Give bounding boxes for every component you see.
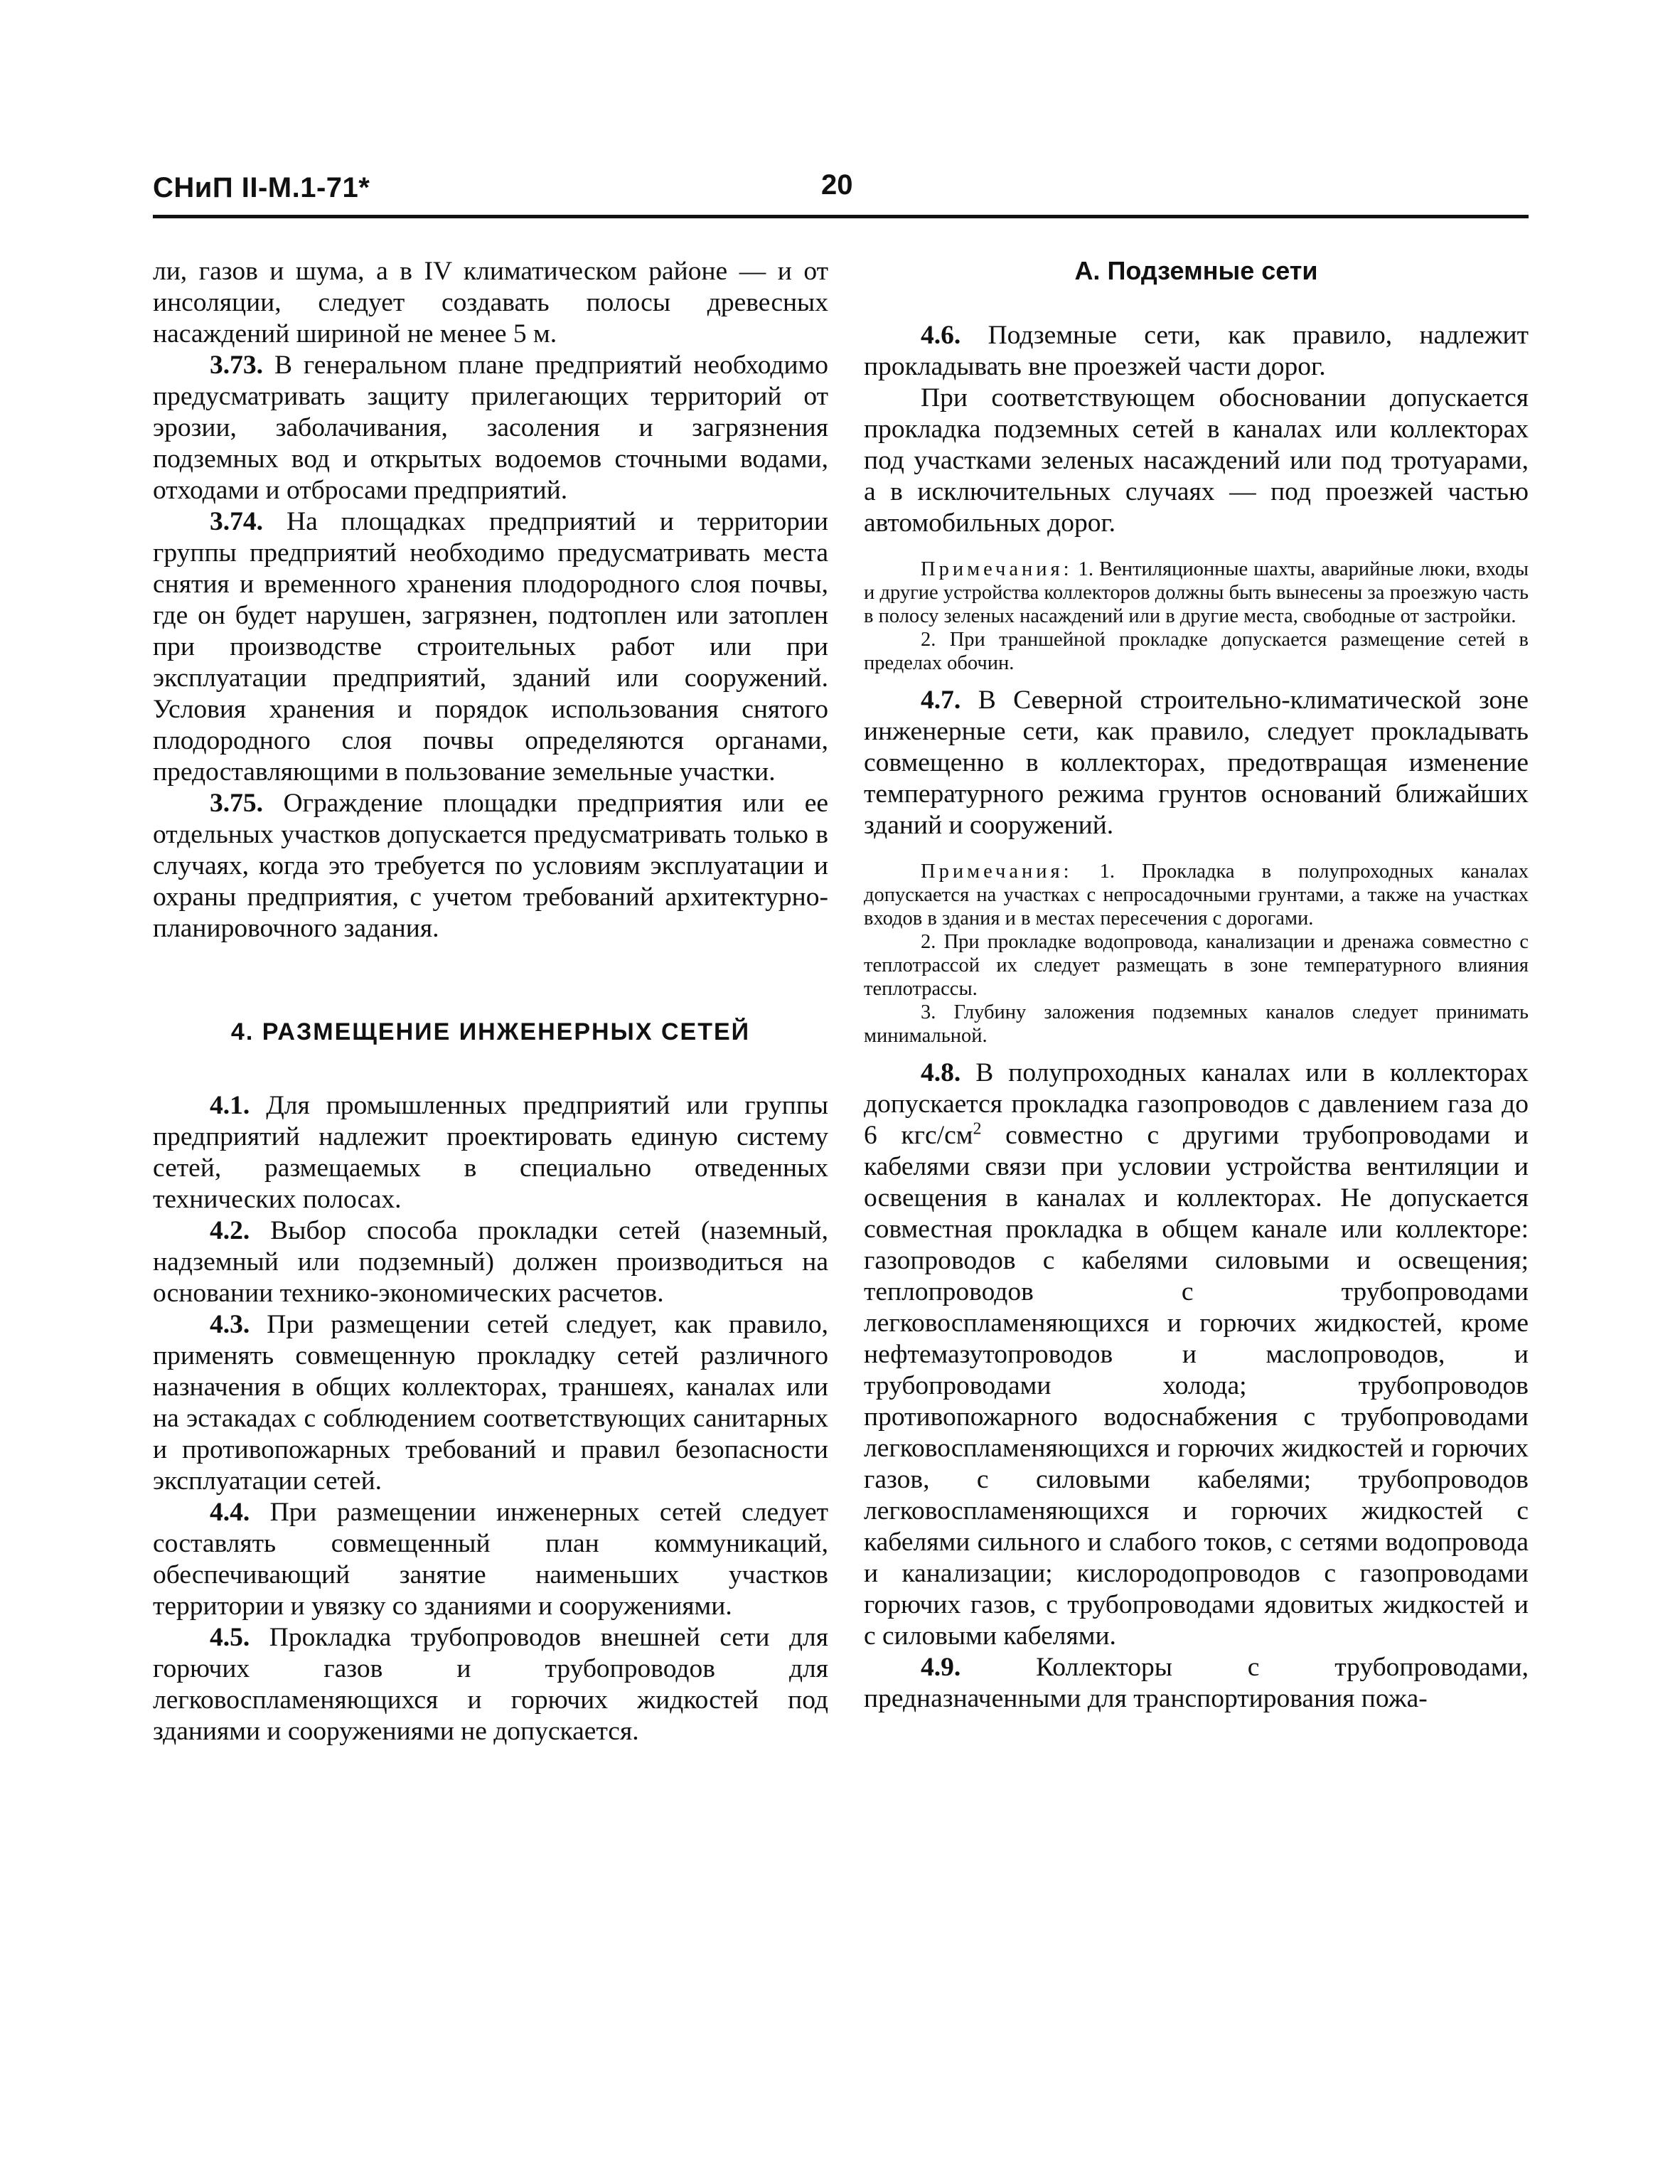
clause-text: Подземные сети, как правило, надлежит прокладывать вне проезжей части дорог. xyxy=(864,321,1529,381)
document-code: СНиП II-М.1-71* xyxy=(153,172,370,203)
note-text: 1. Прокладка в полупроходных каналах допускается на участках с непросадочными грунтами, а также на участках входов в здания и в местах пересечения с дорогами. xyxy=(864,861,1529,929)
clause-number: 4.9. xyxy=(921,1653,961,1682)
notes-label: Примечания: xyxy=(921,861,1073,883)
clause-text: Для промышленных предприятий или группы предприятий надлежит проектировать единую систему сетей, размещаемых в специально отведенных технических полосах. xyxy=(153,1091,828,1214)
page-number: 20 xyxy=(821,169,853,201)
paragraph-3-74 xyxy=(153,506,828,788)
paragraph-4-6 xyxy=(864,320,1529,383)
superscript: 2 xyxy=(973,1119,982,1139)
note-1-1 xyxy=(864,558,1529,628)
clause-text: Коллекторы с трубопроводами, предназначенными для транспортирования пожа- xyxy=(864,1653,1529,1713)
clause-number: 4.1. xyxy=(210,1091,250,1120)
left-column xyxy=(153,256,828,1747)
clause-text: Прокладка трубопроводов внешней сети для горючих газов и трубопроводов для легковоспламеняющихся и горючих жидкостей под зданиями и сооружениями не допускается. xyxy=(153,1623,828,1746)
clause-text: При размещении инженерных сетей следует составлять совмещенный план коммуникаций, обеспечивающий занятие наименьших участков территории и увязку со зданиями и сооружениями. xyxy=(153,1498,828,1621)
notes-block-1 xyxy=(864,558,1529,675)
note-text: 1. Вентиляционные шахты, аварийные люки, входы и другие устройства коллекторов должны быть вынесены за проезжую часть в полосу зеленых насаждений или в другие места, свободные от застройки. xyxy=(864,558,1529,627)
subsection-title: А. Подземные сети xyxy=(1074,256,1318,285)
clause-text: При размещении сетей следует, как правило, применять совмещенную прокладку сетей различного назначения в общих коллекторах, траншеях, каналах или на эстакадах с соблюдением соответствующих санитарных и противопожарных требований и правил безопасности эксплуатации сетей. xyxy=(153,1310,828,1496)
notes-block-2 xyxy=(864,860,1529,1048)
note-2-3: 3. Глубину заложения подземных каналов следует принимать минимальной. xyxy=(864,1001,1529,1047)
clause-text: Выбор способа прокладки сетей (наземный, надземный или подземный) должен производиться на основании технико-экономических расчетов. xyxy=(153,1216,828,1308)
note-1-2: 2. При траншейной прокладке допускается размещение сетей в пределах обочин. xyxy=(864,629,1529,674)
paragraph-4-4 xyxy=(153,1497,828,1622)
paragraph-4-8 xyxy=(864,1058,1529,1652)
clause-number: 3.74. xyxy=(210,507,263,536)
clause-number: 4.7. xyxy=(921,686,961,715)
clause-number: 3.75. xyxy=(210,789,263,818)
paragraph-3-73 xyxy=(153,350,828,506)
section-title: 4. РАЗМЕЩЕНИЕ ИНЖЕНЕРНЫХ СЕТЕЙ xyxy=(230,1018,751,1045)
notes-label: Примечания: xyxy=(921,558,1073,580)
clause-text: В полупроходных каналах или в коллекторах допускается прокладка газопроводов с давлением газа до 6 кгс/см xyxy=(864,1058,1529,1150)
clause-text: совместно с другими трубопроводами и кабелями связи при условии устройства вентиляции и освещения в каналах и коллекторах. Не допускается совместная прокладка в общем канале или коллекторе: газопроводов с кабелями силовыми и освещения; теплопроводов с трубопроводами легковоспламеняющихся и горючих жидкостей, кроме нефтемазутопроводов и маслопроводов, и трубопроводами холода; трубопроводов противопожарного водоснабжения с трубопроводами легковоспламеняющихся и горючих жидкостей и горючих газов, с силовыми кабелями; трубопроводов легковоспламеняющихся и горючих жидкостей с кабелями сильного и слабого токов, с сетями водопровода и канализации; кислородопроводов с газопроводами горючих газов, с трубопроводами ядовитых жидкостей и с силовыми кабелями. xyxy=(864,1121,1529,1651)
paragraph-4-3 xyxy=(153,1309,828,1497)
clause-number: 4.6. xyxy=(921,321,961,350)
paragraph-3-75 xyxy=(153,788,828,944)
page-header xyxy=(153,164,1529,220)
clause-number: 4.4. xyxy=(210,1498,250,1527)
clause-text: Ограждение площадки предприятия или ее отдельных участков допускается предусматривать только в случаях, когда это требуется по условиям эксплуатации и охраны предприятия, с учетом требований архитектурно-планировочного задания. xyxy=(153,789,828,943)
clause-text: В Северной строительно-климатической зоне инженерные сети, как правило, следует прокладывать совмещенно в коллекторах, предотвращая изменение температурного режима грунтов оснований ближайших зданий и сооружений. xyxy=(864,686,1529,840)
right-column xyxy=(864,256,1529,1715)
paragraph-4-6-b: При соответствующем обосновании допускается прокладка подземных сетей в каналах или коллекторах под участками зеленых насаждений или под тротуарами, а в исключительных случаях — под проезжей частью автомобильных дорог. xyxy=(864,383,1529,538)
note-2-1 xyxy=(864,860,1529,930)
paragraph-4-7 xyxy=(864,685,1529,841)
clause-number: 4.3. xyxy=(210,1310,250,1339)
paragraph-4-2 xyxy=(153,1215,828,1309)
clause-number: 4.2. xyxy=(210,1216,250,1245)
clause-text: В генеральном плане предприятий необходимо предусматривать защиту прилегающих территорий от эрозии, заболачивания, засоления и загрязнения подземных вод и открытых водоемов сточными водами, отходами и отбросами предприятий. xyxy=(153,351,828,505)
paragraph-continued: ли, газов и шума, а в IV климатическом районе — и от инсоляции, следует создавать полосы древесных насаждений шириной не менее 5 м. xyxy=(153,257,828,348)
header-rule xyxy=(153,215,1529,218)
clause-number: 3.73. xyxy=(210,351,263,380)
paragraph-4-5 xyxy=(153,1622,828,1747)
clause-number: 4.8. xyxy=(921,1058,961,1087)
clause-text: На площадках предприятий и территории группы предприятий необходимо предусматривать места снятия и временного хранения плодородного слоя почвы, где он будет нарушен, загрязнен, подтоплен или затоплен при производстве строительных работ или при эксплуатации предприятий, зданий или сооружений. Условия хранения и порядок использования снятого плодородного слоя почвы определяются органами, предоставляющими в пользование земельные участки. xyxy=(153,507,828,787)
note-2-2: 2. При прокладке водопровода, канализации и дренажа совместно с теплотрассой их следует размещать в зоне температурного влияния теплотрассы. xyxy=(864,931,1529,1000)
paragraph-4-1 xyxy=(153,1090,828,1215)
clause-number: 4.5. xyxy=(210,1623,250,1652)
paragraph-4-9 xyxy=(864,1652,1529,1715)
